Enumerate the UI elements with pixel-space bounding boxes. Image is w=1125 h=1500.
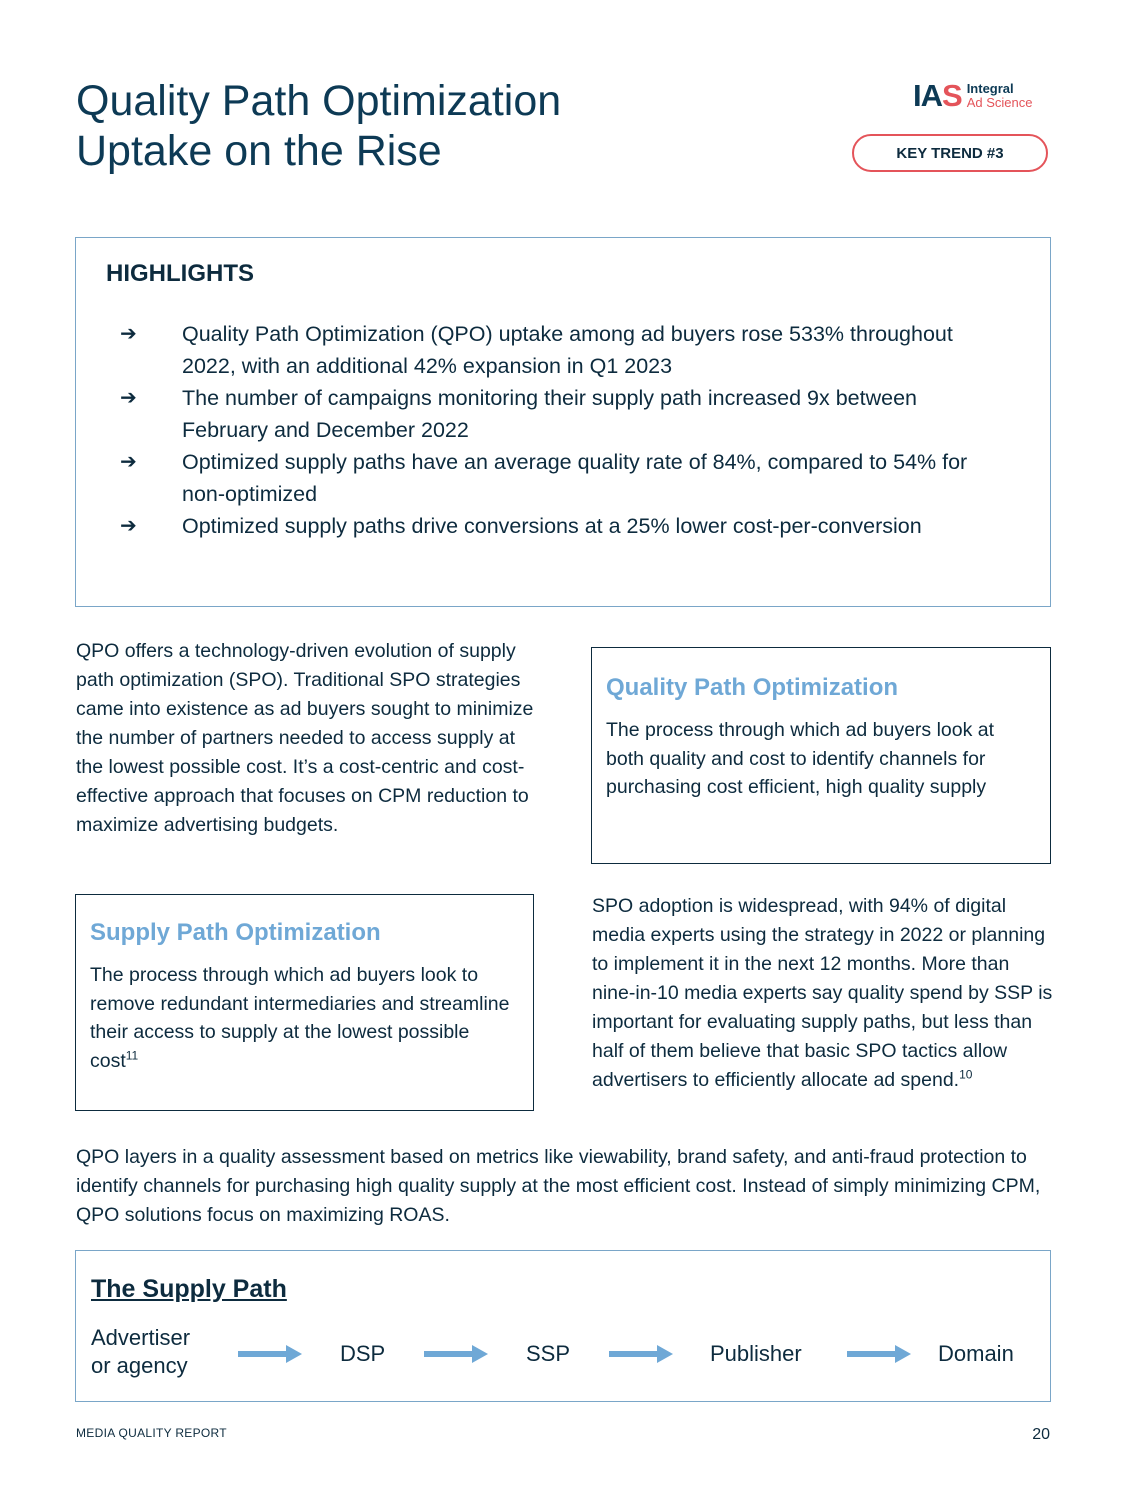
logo-wordmark: Integral Ad Science <box>966 81 1033 110</box>
supply-step-domain: Domain <box>938 1341 1014 1366</box>
right-arrow-icon <box>238 1345 302 1363</box>
spo-definition-title: Supply Path Optimization <box>90 919 381 946</box>
right-arrow-icon <box>424 1345 488 1363</box>
footer-report-name: MEDIA QUALITY REPORT <box>76 1426 227 1440</box>
footnote-ref: 10 <box>959 1067 973 1082</box>
supply-step-dsp: DSP <box>340 1341 386 1366</box>
supply-step-publisher: Publisher <box>710 1341 802 1366</box>
footnote-ref: 11 <box>125 1048 139 1062</box>
page-title: Quality Path Optimization Uptake on the Rise <box>76 77 562 175</box>
highlights-list <box>120 318 1000 542</box>
supply-step-ssp: SSP <box>526 1341 571 1366</box>
qpo-definition-box <box>591 647 1051 864</box>
supply-step-advertiser: Advertiser or agency <box>91 1325 191 1378</box>
supply-path-box <box>75 1250 1051 1402</box>
qpo-layers-paragraph: QPO layers in a quality assessment based on metrics like viewability, brand safety, and anti-fraud protection to identify channels for purchasing high quality supply at the most efficient cost. Instead of simply minimizing CPM, QPO solutions focus on maximizing ROAS. <box>76 1146 1041 1226</box>
right-arrow-icon <box>609 1345 673 1363</box>
highlight-item: ➔ The number of campaigns monitoring their supply path increased 9x between February and December 2022 <box>120 382 1000 446</box>
highlight-item: ➔ Optimized supply paths have an average quality rate of 84%, compared to 54% for non-optimized <box>120 446 1000 510</box>
key-trend-badge: KEY TREND #3 <box>852 134 1048 172</box>
spo-definition-box <box>75 894 534 1111</box>
arrow-bullet-icon: ➔ <box>120 387 137 409</box>
qpo-intro-paragraph: QPO offers a technology-driven evolution of supply path optimization (SPO). Traditional SPO strategies came into existence as ad buyers sought to minimize the number of partners needed to access supply at the lowest possible cost. It’s a cost-centric and cost-effective approach that focuses on CPM reduction to maximize advertising budgets. <box>76 640 534 836</box>
arrow-bullet-icon: ➔ <box>120 451 137 473</box>
spo-definition-text: The process through which ad buyers look to remove redundant intermediaries and streamline their access to supply at the lowest possible cost$^{11}$ <box>90 964 510 1072</box>
page-number: 20 <box>1032 1426 1050 1443</box>
logo-mark: IAS <box>913 78 962 113</box>
highlight-item: ➔ Optimized supply paths drive conversions at a 25% lower cost-per-conversion <box>120 510 1000 542</box>
highlight-item: ➔ Quality Path Optimization (QPO) uptake among ad buyers rose 533% throughout 2022, with an additional 42% expansion in Q1 2023 <box>120 318 1000 382</box>
highlights-box <box>75 237 1051 607</box>
arrow-bullet-icon: ➔ <box>120 515 137 537</box>
ias-logo <box>913 78 1032 114</box>
qpo-definition-title: Quality Path Optimization <box>606 674 899 701</box>
arrow-bullet-icon: ➔ <box>120 323 137 345</box>
qpo-definition-text: The process through which ad buyers look at both quality and cost to identify channels for purchasing cost efficient, high quality supply <box>606 719 995 798</box>
highlights-heading: HIGHLIGHTS <box>106 260 254 287</box>
supply-path-title: The Supply Path <box>91 1275 287 1303</box>
right-arrow-icon <box>847 1345 911 1363</box>
spo-adoption-paragraph: SPO adoption is widespread, with 94% of digital media experts using the strategy in 2022 or planning to implement it in the next 12 months. More than nine-in-10 media experts say quality spend by SSP is important for evaluating supply paths, but less than half of them believe that basic SPO tactics allow advertisers to efficiently allocate ad spend.$^{10}$ <box>592 895 1053 1091</box>
